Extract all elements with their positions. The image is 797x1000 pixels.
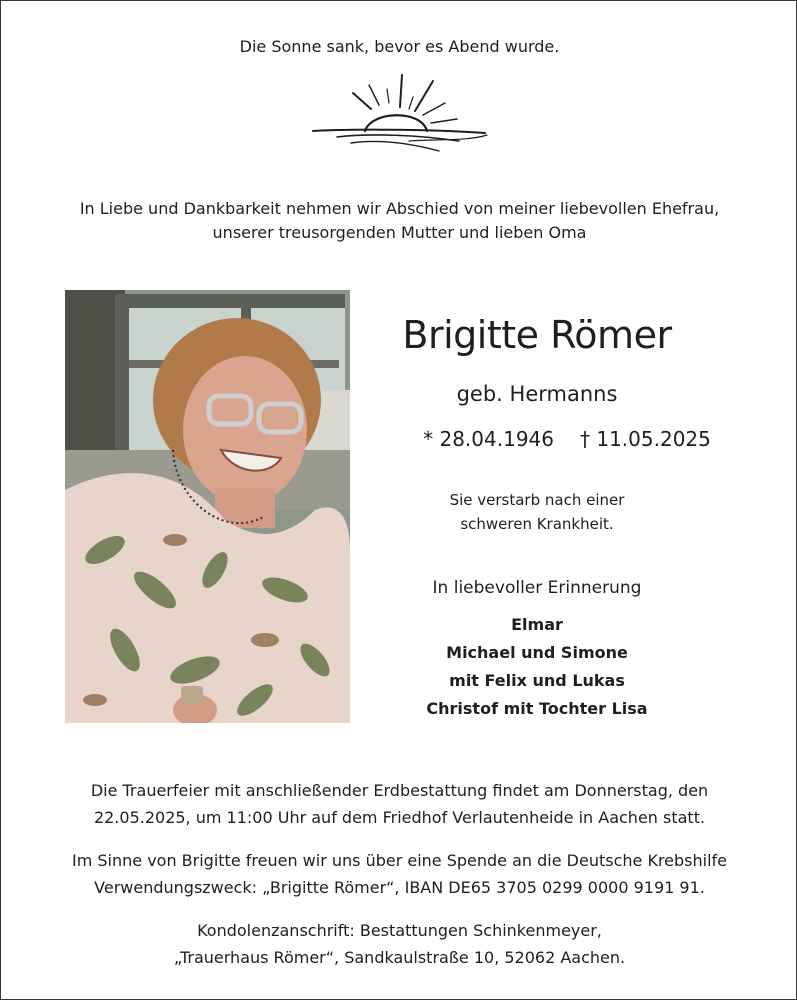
family-member: Christof mit Tochter Lisa <box>426 699 648 718</box>
family-list <box>397 611 677 723</box>
motto: Die Sonne sank, bevor es Abend wurde. <box>239 37 560 56</box>
cause-text <box>397 488 677 536</box>
family-member: Elmar <box>511 615 563 634</box>
intro-line-2: unserer treusorgenden Mutter und lieben Oma <box>212 223 587 242</box>
intro-text <box>1 197 797 245</box>
memory-heading: In liebevoller Erinnerung <box>432 578 642 598</box>
intro-line-1: In Liebe und Dankbarkeit nehmen wir Abschied von meiner liebevollen Ehefrau, <box>79 199 720 218</box>
life-dates <box>399 427 735 451</box>
condolence-line-1: Kondolenzanschrift: Bestattungen Schinkenmeyer, <box>197 921 602 940</box>
funeral-line-1: Die Trauerfeier mit anschließender Erdbestattung findet am Donnerstag, den <box>90 781 709 800</box>
donation-line-1: Im Sinne von Brigitte freuen wir uns über eine Spende an die Deutsche Krebshilfe <box>71 851 728 870</box>
cause-line-1: Sie verstarb nach einer <box>449 491 625 509</box>
family-member: mit Felix und Lukas <box>449 671 625 690</box>
condolence-address <box>1 917 797 971</box>
portrait-photo <box>65 290 350 723</box>
cause-line-2: schweren Krankheit. <box>460 515 614 533</box>
donation-notice <box>1 847 797 901</box>
funeral-line-2: 22.05.2025, um 11:00 Uhr auf dem Friedhof Verlautenheide in Aachen statt. <box>93 808 706 827</box>
deceased-name: Brigitte Römer <box>402 313 672 357</box>
sunset-icon <box>309 73 491 163</box>
condolence-line-2: „Trauerhaus Römer“, Sandkaulstraße 10, 52062 Aachen. <box>173 948 626 967</box>
maiden-name: geb. Hermanns <box>456 382 618 406</box>
donation-line-2: Verwendungszweck: „Brigitte Römer“, IBAN DE65 3705 0299 0000 9191 91. <box>94 878 705 897</box>
family-member: Michael und Simone <box>446 643 628 662</box>
funeral-notice <box>1 777 797 831</box>
death-date: † 11.05.2025 <box>580 427 711 451</box>
birth-date: * 28.04.1946 <box>423 427 554 451</box>
